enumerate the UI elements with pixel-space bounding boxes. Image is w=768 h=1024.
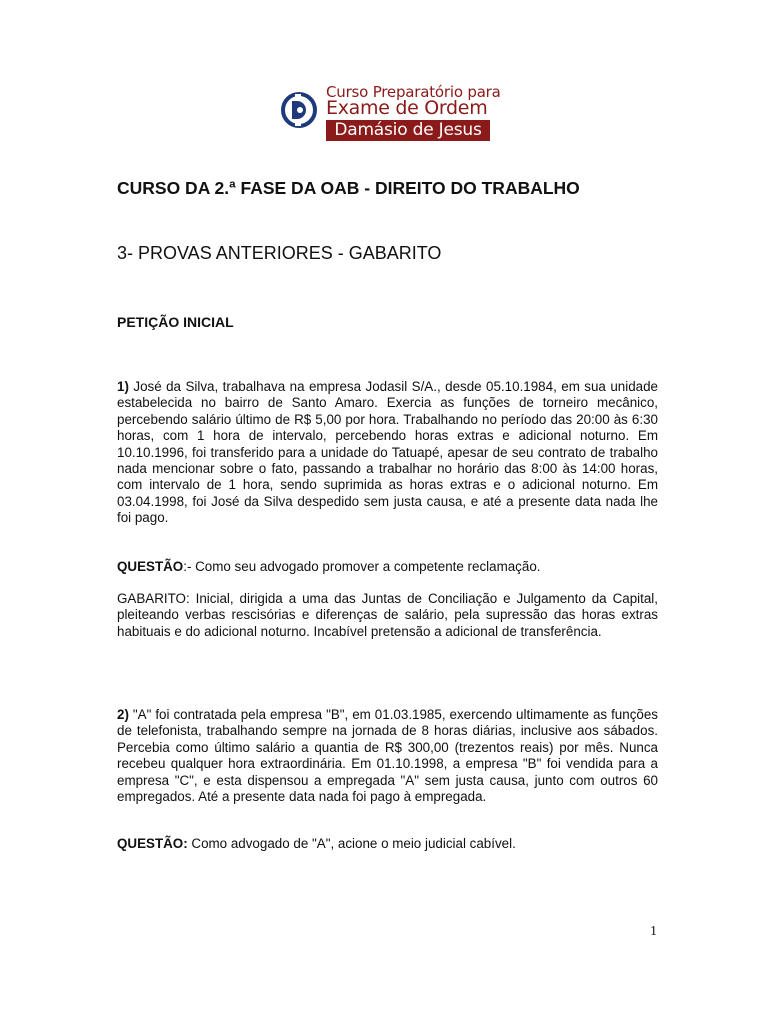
damasio-logo-icon [281,92,317,128]
question-label: QUESTÃO: [117,836,188,851]
item-1-statement [117,379,658,527]
logo-line-1: Curso Preparatório para [326,83,501,101]
document-title: CURSO DA 2.ª FASE DA OAB - DIREITO DO TRABALHO [117,178,580,198]
item-1-question [117,559,658,575]
logo-line-2: Exame de Ordem [326,97,488,119]
item-2-statement [117,707,658,805]
question-text: :- Como seu advogado promover a competente reclamação. [183,559,541,574]
item-text: "A" foi contratada pela empresa "B", em 01.03.1985, exercendo ultimamente as funções de telefonista, trabalhando sempre na jornada de 8 horas diárias, inclusive aos sábados. Percebia como último salário a quantia de R$ 300,00 (trezentos reais) por mês. Nunca recebeu qualquer hora extraordinária. Em 01.10.1998, a empresa "B" foi vendida para a empresa "C", e esta dispensou a empregada "A" sem justa causa, junto com outros 60 empregados. Até a presente data nada foi pago à empregada. [117,707,658,805]
item-1-answer: GABARITO: Inicial, dirigida a uma das Juntas de Conciliação e Julgamento da Capital, pleiteando verbas rescisórias e diferenças de salário, pela supressão das horas extras habituais e do adicional noturno. Incabível pretensão a adicional de transferência. [117,591,658,639]
page-number: 1 [650,924,657,939]
course-logo [281,83,501,141]
document-subtitle: 3- PROVAS ANTERIORES - GABARITO [117,243,442,263]
section-heading: PETIÇÃO INICIAL [117,314,234,330]
item-number: 2) [117,707,129,722]
logo-line-3: Damásio de Jesus [326,120,490,141]
item-text: José da Silva, trabalhava na empresa Jodasil S/A., desde 05.10.1984, em sua unidade estabelecida no bairro de Santo Amaro. Exercia as funções de torneiro mecânico, percebendo salário último de R$ 5,00 por hora. Trabalhando no período das 20:00 às 6:30 horas, com 1 hora de intervalo, percebendo horas extras e adicional noturno. Em 10.10.1996, foi transferido para a unidade do Tatuapé, apesar de seu contrato de trabalho nada mencionar sobre o fato, passando a trabalhar no horário das 8:00 às 14:00 horas, com intervalo de 1 hora, sendo suprimida as horas extras e o adicional noturno. Em 03.04.1998, foi José da Silva despedido sem justa causa, e até a presente data nada lhe foi pago. [117,379,658,526]
item-number: 1) [117,379,129,394]
question-text: Como advogado de "A", acione o meio judicial cabível. [187,836,516,851]
item-2-question [117,836,658,852]
question-label: QUESTÃO [117,559,184,574]
